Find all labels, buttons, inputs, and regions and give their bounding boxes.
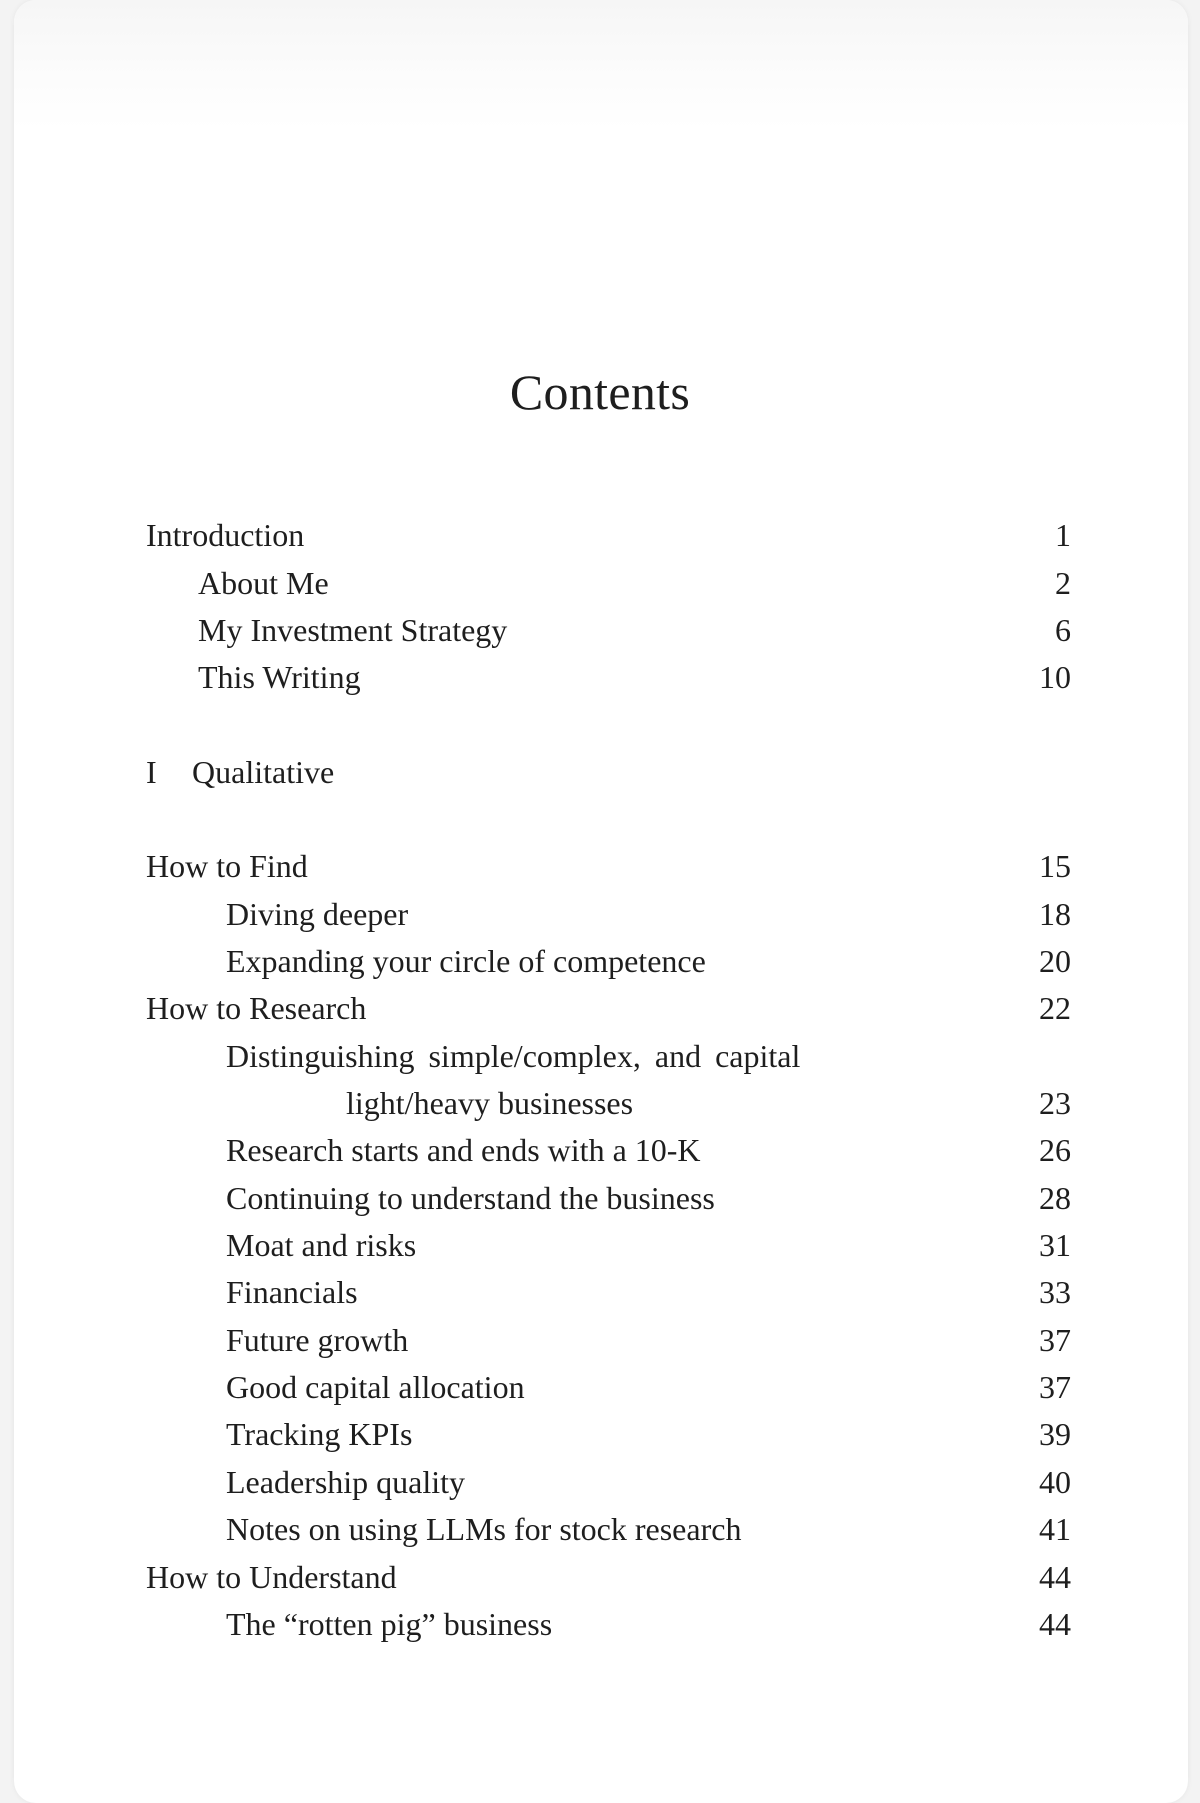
toc-page-number: 33 (1039, 1274, 1071, 1310)
toc-entry-how-to-understand[interactable] (146, 1557, 1071, 1597)
toc-entry-distinguishing-line1[interactable] (146, 1036, 1071, 1076)
toc-entry-financials[interactable] (146, 1272, 1071, 1312)
toc-page-number: 22 (1039, 990, 1071, 1026)
toc-entry-label: Introduction (146, 517, 305, 553)
toc-page-number: 1 (1055, 517, 1071, 553)
toc-page-number: 41 (1039, 1511, 1071, 1547)
toc-part-heading[interactable] (146, 752, 1071, 792)
toc-entry-label: Moat and risks (226, 1227, 417, 1263)
toc-page-number: 20 (1039, 943, 1071, 979)
toc-entry-label: How to Research (146, 990, 367, 1026)
toc-entry-introduction[interactable] (146, 515, 1071, 555)
toc-entry-this-writing[interactable] (146, 657, 1071, 697)
toc-entry-capital-allocation[interactable] (146, 1367, 1071, 1407)
toc-page-number: 2 (1055, 565, 1071, 601)
toc-page-number: 18 (1039, 896, 1071, 932)
toc-entry-label: Leadership quality (226, 1464, 466, 1500)
toc-entry-llm-notes[interactable] (146, 1509, 1071, 1549)
toc-entry-future-growth[interactable] (146, 1320, 1071, 1360)
toc-entry-label: Research starts and ends with a 10-K (226, 1132, 701, 1168)
toc-entry-continuing-understand[interactable] (146, 1178, 1071, 1218)
toc-entry-distinguishing-line2[interactable] (146, 1083, 1071, 1123)
toc-entry-label: Expanding your circle of competence (226, 943, 706, 979)
page-title: Contents (509, 364, 691, 420)
toc-page-number: 10 (1039, 659, 1071, 695)
part-label: Qualitative (192, 754, 335, 790)
toc-entry-research-10k[interactable] (146, 1130, 1071, 1170)
toc-page-number: 15 (1039, 848, 1071, 884)
toc-page-number: 26 (1039, 1132, 1071, 1168)
toc-entry-how-to-find[interactable] (146, 846, 1071, 886)
toc-page-number: 23 (1039, 1085, 1071, 1121)
toc-page-number: 44 (1039, 1559, 1071, 1595)
toc-entry-label-continued: light/heavy businesses (346, 1085, 634, 1121)
toc-entry-label: Future growth (226, 1322, 409, 1358)
toc-entry-label: Continuing to understand the business (226, 1180, 715, 1216)
toc-entry-about-me[interactable] (146, 563, 1071, 603)
toc-page-number: 28 (1039, 1180, 1071, 1216)
toc-entry-label: Notes on using LLMs for stock research (226, 1511, 742, 1547)
toc-entry-label: About Me (198, 565, 329, 601)
toc-entry-label: The “rotten pig” business (226, 1606, 553, 1642)
toc-page-number: 6 (1055, 612, 1071, 648)
toc-page-number: 37 (1039, 1322, 1071, 1358)
part-number: I (146, 754, 157, 790)
toc-page-number: 37 (1039, 1369, 1071, 1405)
toc-entry-my-investment-strategy[interactable] (146, 610, 1071, 650)
toc-page-number: 31 (1039, 1227, 1071, 1263)
toc-entry-diving-deeper[interactable] (146, 894, 1071, 934)
toc-entry-label: Tracking KPIs (226, 1416, 413, 1452)
toc-entry-label: My Investment Strategy (198, 612, 508, 648)
toc-entry-leadership-quality[interactable] (146, 1462, 1071, 1502)
toc-entry-rotten-pig[interactable] (146, 1604, 1071, 1644)
toc-entry-expanding-circle[interactable] (146, 941, 1071, 981)
toc-page-number: 44 (1039, 1606, 1071, 1642)
toc-entry-label: Distinguishing simple/complex, and capital (226, 1038, 801, 1074)
toc-entry-label: Diving deeper (226, 896, 409, 932)
toc-page-number: 39 (1039, 1416, 1071, 1452)
page-top-shadow (14, 0, 1188, 130)
toc-entry-label: How to Find (146, 848, 308, 884)
toc-entry-label: How to Understand (146, 1559, 397, 1595)
toc-page-number: 40 (1039, 1464, 1071, 1500)
toc-entry-moat-risks[interactable] (146, 1225, 1071, 1265)
toc-entry-label: Good capital allocation (226, 1369, 525, 1405)
toc-entry-label: This Writing (198, 659, 361, 695)
toc-entry-label: Financials (226, 1274, 358, 1310)
toc-entry-how-to-research[interactable] (146, 988, 1071, 1028)
toc-entry-tracking-kpis[interactable] (146, 1414, 1071, 1454)
